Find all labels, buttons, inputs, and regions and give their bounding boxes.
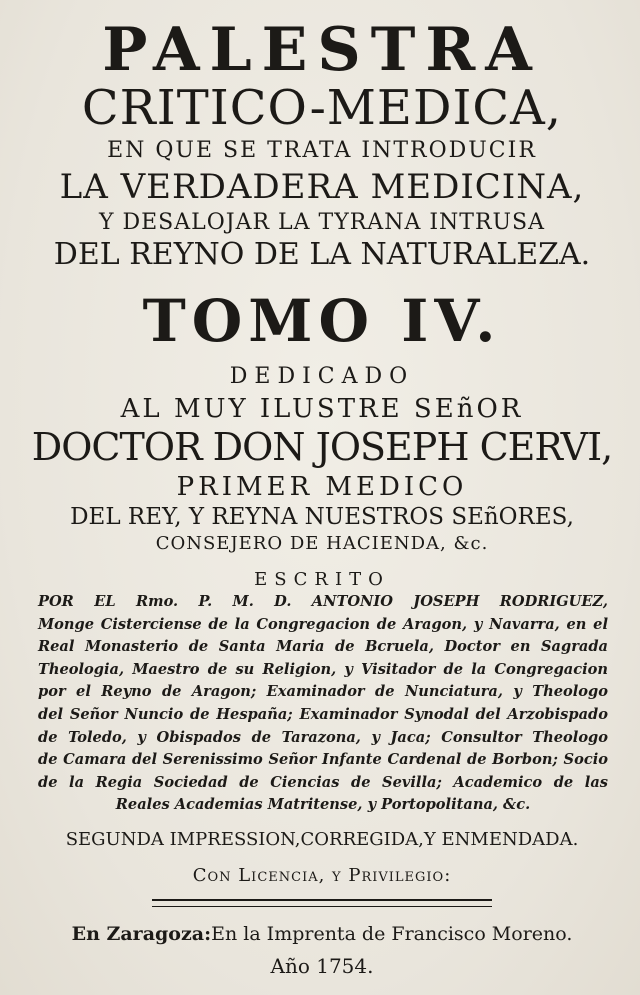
divider-rule <box>152 899 492 907</box>
dedication-line: AL MUY ILUSTRE SEñOR <box>120 394 524 424</box>
author-line: de Camara del Serenissimo Señor Infante Cardenal de Borbon; Socio <box>38 751 608 769</box>
dedicatee-service: DEL REY, Y REYNA NUESTROS SEñORES, <box>70 504 574 530</box>
subtitle-line-4: DEL REYNO DE LA NATURALEZA. <box>53 237 591 272</box>
title-critico-medica: CRITICO-MEDICA, <box>81 80 563 136</box>
author-line: Reales Academias Matritense, y Portopolitana, &c. <box>115 796 531 814</box>
volume-heading: TOMO IV. <box>142 287 502 355</box>
author-line: por el Reyno de Aragon; Examinador de Nunciatura, y Theologo <box>38 683 608 701</box>
author-line: del Señor Nuncio de Hespaña; Examinador Synodal del Arzobispado <box>38 705 608 723</box>
author-line: Monge Cisterciense de la Congregacion de Aragon, y Navarra, en el <box>38 615 608 633</box>
subtitle-line-3: Y DESALOJAR LA TYRANA INTRUSA <box>98 210 546 235</box>
subtitle-line-2: LA VERDADERA MEDICINA, <box>59 167 585 207</box>
author-line: de la Regia Sociedad de Ciencias de Sevilla; Academico de las <box>38 773 608 791</box>
dedicado-label: DEDICADO <box>229 364 415 389</box>
imprint-year: Año 1754. <box>270 953 374 978</box>
author-line: Real Monasterio de Santa Maria de Bcruela, Doctor en Sagrada <box>38 638 608 656</box>
author-line: POR EL Rmo. P. M. D. ANTONIO JOSEPH RODRIGUEZ, <box>38 593 608 610</box>
escrito-label: ESCRITO <box>254 569 390 590</box>
author-line: Theologia, Maestro de su Religion, y Visitador de la Congregacion <box>38 660 608 678</box>
edition-statement: SEGUNDA IMPRESSION,CORREGIDA,Y ENMENDADA. <box>65 828 579 850</box>
imprint-line <box>30 922 614 945</box>
imprint-place: En Zaragoza: <box>71 922 212 945</box>
dedicatee-name: DOCTOR DON JOSEPH CERVI, <box>31 425 613 469</box>
dedicatee-office: CONSEJERO DE HACIENDA, &c. <box>155 533 489 554</box>
dedicatee-role: PRIMER MEDICO <box>176 472 468 502</box>
author-line: de Toledo, y Obispados de Tarazona, y Jaca; Consultor Theologo <box>38 728 608 746</box>
license-statement: Con Licencia, y Privilegio: <box>192 864 452 886</box>
author-description <box>38 591 608 817</box>
title-palestra: PALESTRA <box>102 15 542 85</box>
imprint-printer: En la Imprenta de Francisco Moreno. <box>211 922 573 945</box>
subtitle-line-1: EN QUE SE TRATA INTRODUCIR <box>107 138 537 163</box>
